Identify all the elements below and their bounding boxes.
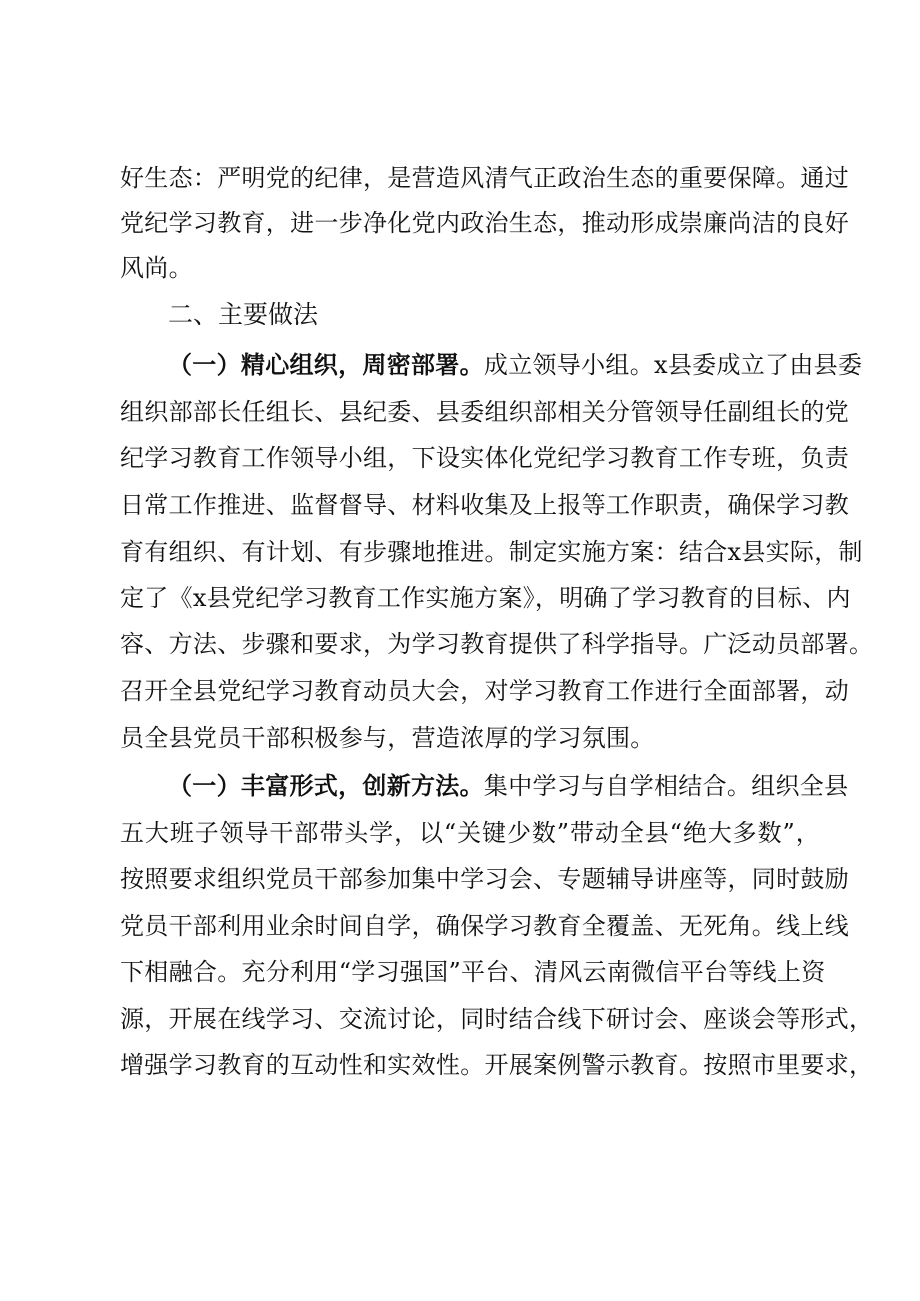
para3-lead-heading: （一）丰富形式，创新方法。 [168, 772, 484, 800]
para3-line-3: 按照要求组织党员干部参加集中学习会、专题辅导讲座等，同时鼓励 [120, 865, 849, 893]
para3-line-1 [168, 771, 849, 801]
para3-line-6: 源，开展在线学习、交流讨论，同时结合线下研讨会、座谈会等形式， [120, 1005, 874, 1033]
para2-line-4: 日常工作推进、监督督导、材料收集及上报等工作职责，确保学习教 [120, 491, 849, 519]
para2-line-9: 员全县党员干部积极参与，营造浓厚的学习氛围。 [120, 724, 655, 752]
para3-line-2: 五大班子领导干部带头学，以“关键少数”带动全县“绝大多数”， [120, 819, 820, 847]
para2-line-6: 定了《x县党纪学习教育工作实施方案》，明确了学习教育的目标、内 [120, 584, 851, 612]
para3-line-1-text: 集中学习与自学相结合。组织全县 [483, 772, 849, 800]
para2-line-8: 召开全县党纪学习教育动员大会，对学习教育工作进行全面部署，动 [120, 677, 849, 705]
para1-line-1: 好生态：严明党的纪律，是营造风清气正政治生态的重要保障。通过 [120, 164, 849, 192]
para3-line-4: 党员干部利用业余时间自学，确保学习教育全覆盖、无死角。线上线 [120, 912, 849, 940]
para1-line-2: 党纪学习教育，进一步净化党内政治生态，推动形成崇廉尚洁的良好 [120, 209, 849, 237]
para3-line-7: 增强学习教育的互动性和实效性。开展案例警示教育。按照市里要求， [120, 1051, 874, 1079]
para1-line-3: 风尚。 [120, 254, 193, 282]
para2-line-3: 纪学习教育工作领导小组，下设实体化党纪学习教育工作专班，负责 [120, 444, 849, 472]
para2-line-2: 组织部部长任组长、县纪委、县委组织部相关分管领导任副组长的党 [120, 398, 849, 426]
para2-line-5: 育有组织、有计划、有步骤地推进。制定实施方案：结合x县实际，制 [120, 538, 863, 566]
para2-line-1 [168, 350, 863, 380]
para2-lead-heading: （一）精心组织，周密部署。 [168, 351, 484, 379]
para3-line-5: 下相融合。充分利用“学习强国”平台、清风云南微信平台等线上资 [120, 958, 826, 986]
para2-line-1-text: 成立领导小组。x县委成立了由县委 [483, 351, 863, 379]
section-heading: 二、主要做法 [168, 300, 319, 329]
para2-line-7: 容、方法、步骤和要求，为学习教育提供了科学指导。广泛动员部署。 [120, 630, 874, 658]
